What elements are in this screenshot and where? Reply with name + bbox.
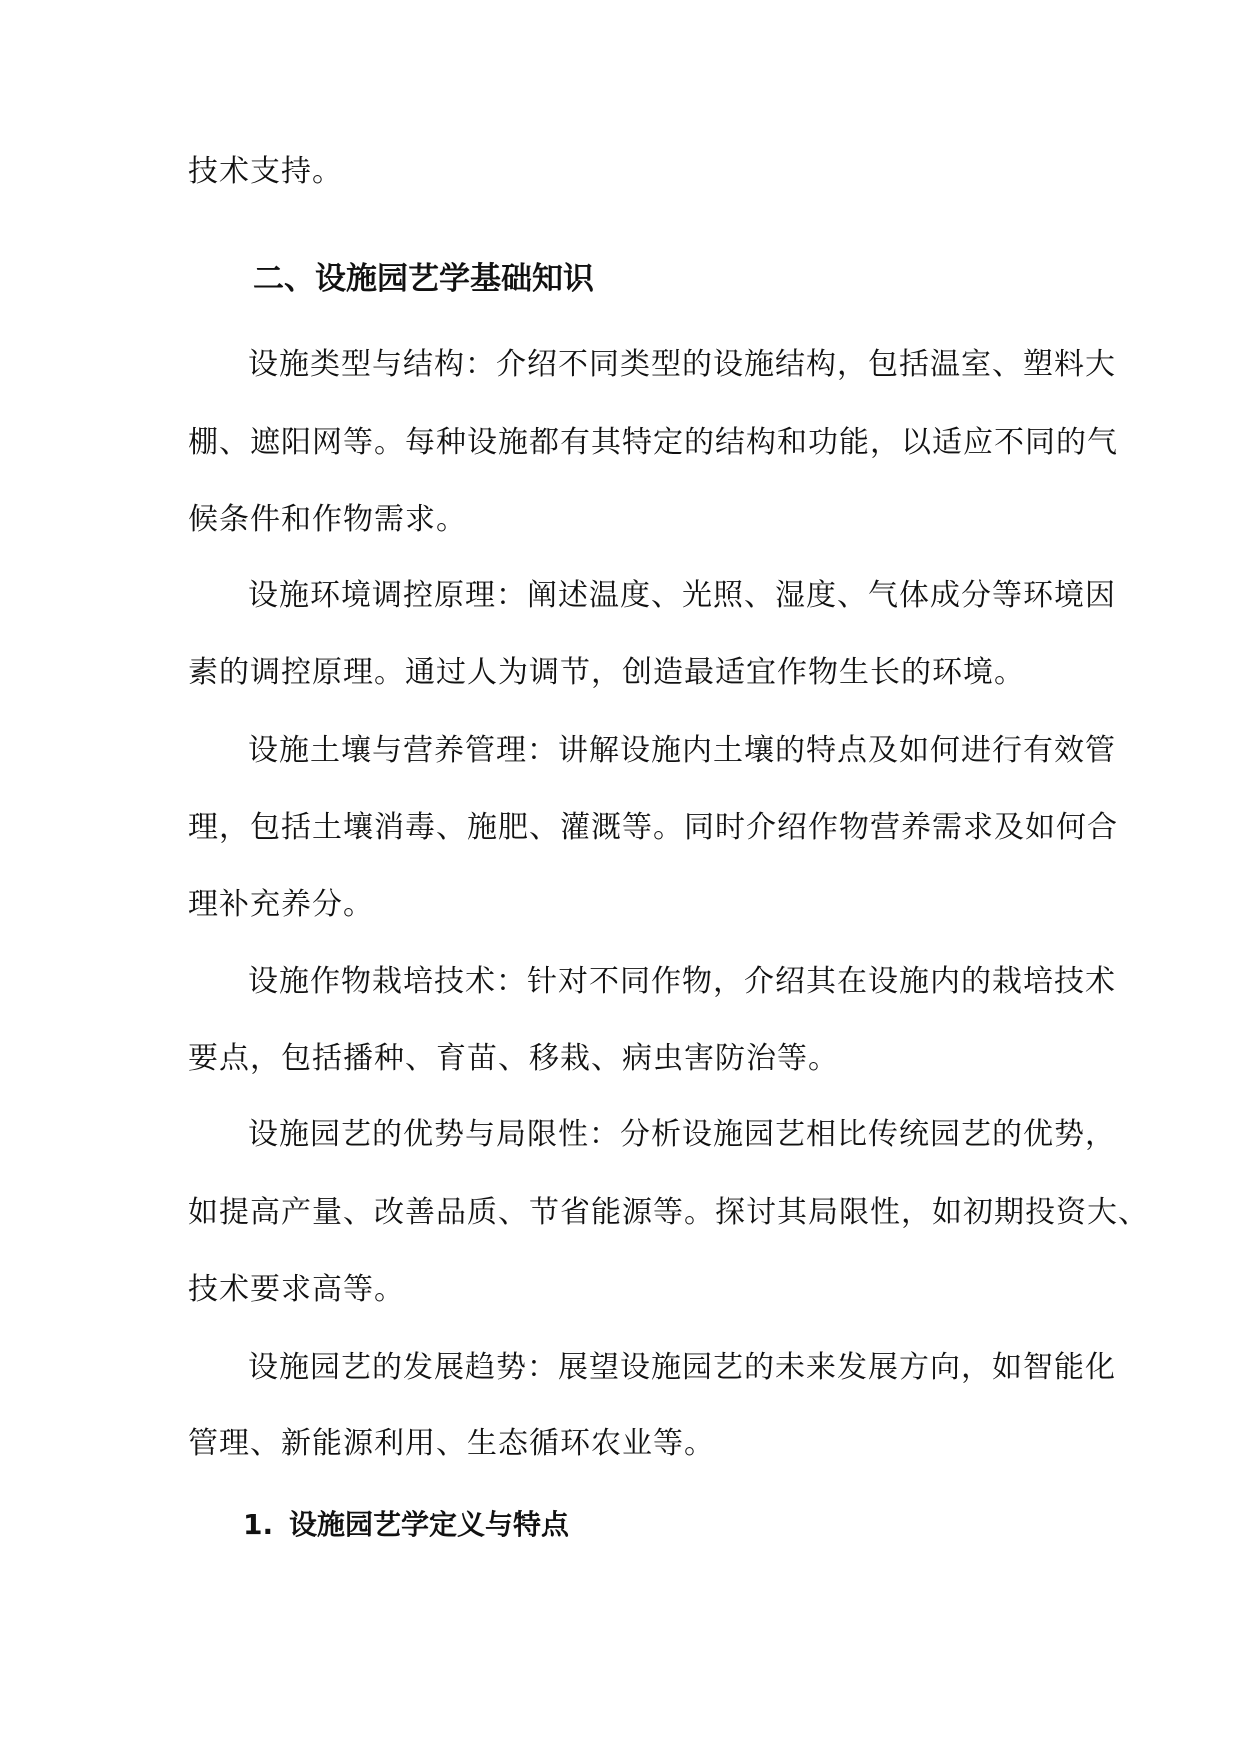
paragraph-line: 设施作物栽培技术：针对不同作物，介绍其在设施内的栽培技术: [248, 964, 1116, 999]
subsection-number: 1.: [243, 1508, 274, 1541]
paragraph-line: 设施类型与结构：介绍不同类型的设施结构，包括温室、塑料大: [248, 347, 1116, 382]
paragraph-line: 设施园艺的发展趋势：展望设施园艺的未来发展方向，如智能化: [248, 1350, 1116, 1385]
paragraph-line: 设施土壤与营养管理：讲解设施内土壤的特点及如何进行有效管: [248, 733, 1116, 768]
paragraph-line: 设施环境调控原理：阐述温度、光照、湿度、气体成分等环境因: [248, 578, 1116, 613]
paragraph-line: 技术要求高等。: [188, 1272, 405, 1307]
section-heading: 二、设施园艺学基础知识: [253, 261, 594, 297]
paragraph-line: 如提高产量、改善品质、节省能源等。探讨其局限性，如初期投资大、: [188, 1195, 1149, 1230]
paragraph-line: 棚、遮阳网等。每种设施都有其特定的结构和功能，以适应不同的气: [188, 425, 1118, 460]
paragraph-line: 要点，包括播种、育苗、移栽、病虫害防治等。: [188, 1041, 839, 1076]
paragraph-line: 素的调控原理。通过人为调节，创造最适宜作物生长的环境。: [188, 655, 1025, 690]
subsection-heading: [243, 1505, 569, 1545]
paragraph-line: 理，包括土壤消毒、施肥、灌溉等。同时介绍作物营养需求及如何合: [188, 810, 1118, 845]
paragraph-line: 候条件和作物需求。: [188, 502, 467, 537]
paragraph-line: 理补充养分。: [188, 887, 374, 922]
continuation-text: 技术支持。: [188, 154, 343, 189]
subsection-title: 设施园艺学定义与特点: [289, 1508, 570, 1541]
paragraph-line: 设施园艺的优势与局限性：分析设施园艺相比传统园艺的优势，: [248, 1117, 1116, 1152]
paragraph-line: 管理、新能源利用、生态循环农业等。: [188, 1426, 715, 1461]
